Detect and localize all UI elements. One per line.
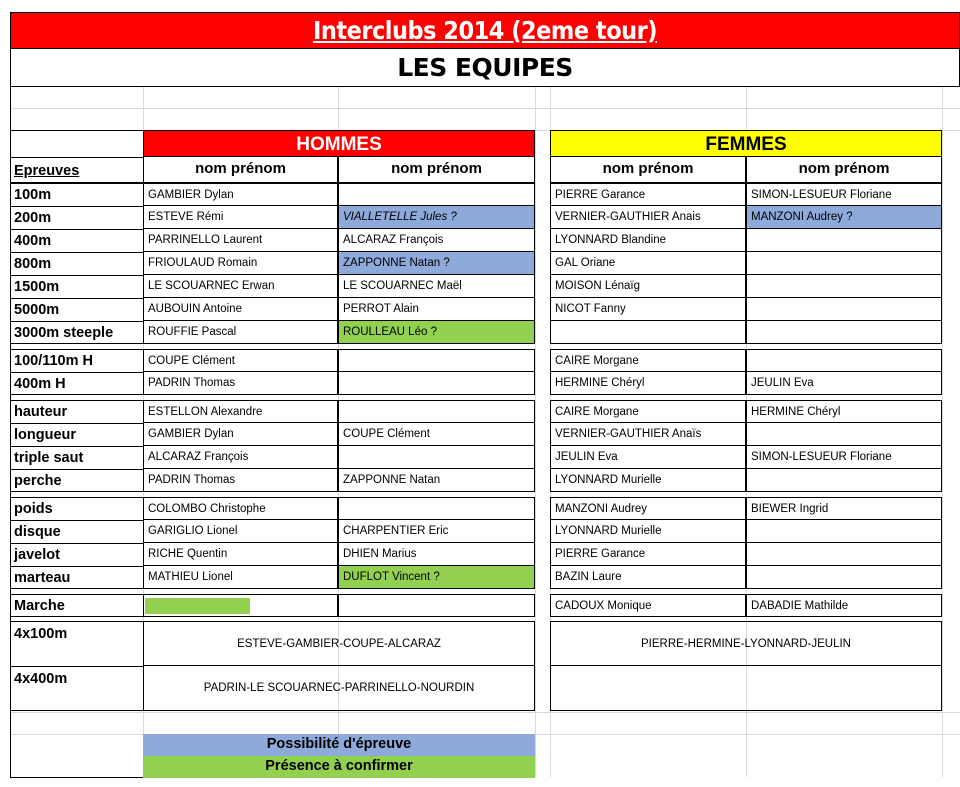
athlete-cell-h1: MATHIEU Lionel: [143, 566, 338, 589]
athlete-cell-h1: ALCARAZ François: [143, 446, 338, 469]
sheet-title: Interclubs 2014 (2eme tour): [10, 12, 960, 49]
col-header-h2: nom prénom: [338, 157, 535, 183]
event-label: perche: [10, 469, 143, 492]
athlete-cell-f2: BIEWER Ingrid: [746, 497, 942, 520]
athlete-cell-h2: PERROT Alain: [338, 298, 535, 321]
event-label: 100m: [10, 183, 143, 206]
athlete-cell-h2: [338, 372, 535, 395]
athlete-cell-f2: [746, 321, 942, 344]
athlete-cell-h2: ZAPPONNE Natan ?: [338, 252, 535, 275]
athlete-cell-h2: [338, 400, 535, 423]
athlete-cell-f2: [746, 275, 942, 298]
athlete-cell-f2: DABADIE Mathilde: [746, 594, 942, 617]
gridline-h: [10, 108, 960, 109]
athlete-cell-f1: LYONNARD Murielle: [550, 469, 746, 492]
legend-confirm: Présence à confirmer: [143, 756, 535, 778]
athlete-cell-f2: HERMINE Chéryl: [746, 400, 942, 423]
event-label: 100/110m H: [10, 349, 143, 372]
athlete-cell-f2: SIMON-LESUEUR Floriane: [746, 446, 942, 469]
athlete-cell-f1: LYONNARD Blandine: [550, 229, 746, 252]
athlete-cell-f1: NICOT Fanny: [550, 298, 746, 321]
event-label: triple saut: [10, 446, 143, 469]
athlete-cell-h2: [338, 183, 535, 206]
athlete-cell-f1: PIERRE Garance: [550, 183, 746, 206]
gridline-v: [942, 87, 943, 777]
relay-hommes-cell: ESTEVE-GAMBIER-COUPE-ALCARAZ: [143, 621, 535, 666]
athlete-cell-h2: CHARPENTIER Eric: [338, 520, 535, 543]
athlete-cell-f1: MANZONI Audrey: [550, 497, 746, 520]
athlete-cell-h2: COUPE Clément: [338, 423, 535, 446]
athlete-cell-h1: PARRINELLO Laurent: [143, 229, 338, 252]
col-header-f1: nom prénom: [550, 157, 746, 183]
relay-event-label: 4x100m: [10, 621, 143, 666]
athlete-cell-f1: CAIRE Morgane: [550, 349, 746, 372]
athlete-cell-h1: RICHE Quentin: [143, 543, 338, 566]
event-label: 3000m steeple: [10, 321, 143, 344]
legend-possibility: Possibilité d'épreuve: [143, 734, 535, 756]
athlete-cell-f2: JEULIN Eva: [746, 372, 942, 395]
athlete-cell-f2: MANZONI Audrey ?: [746, 206, 942, 229]
athlete-cell-h2: ZAPPONNE Natan: [338, 469, 535, 492]
relay-femmes-cell: PIERRE-HERMINE-LYONNARD-JEULIN: [550, 621, 942, 666]
athlete-cell-f2: [746, 252, 942, 275]
relay-event-label: 4x400m: [10, 666, 143, 711]
col-header-f2: nom prénom: [746, 157, 942, 183]
athlete-cell-h1: GAMBIER Dylan: [143, 183, 338, 206]
athlete-cell-f2: [746, 298, 942, 321]
athlete-cell-h1: LE SCOUARNEC Erwan: [143, 275, 338, 298]
relay-femmes-cell: [550, 666, 942, 711]
event-label: javelot: [10, 543, 143, 566]
athlete-cell-h2: [338, 594, 535, 617]
athlete-cell-h1: COLOMBO Christophe: [143, 497, 338, 520]
athlete-cell-f2: [746, 349, 942, 372]
epreuves-header: Epreuves: [10, 157, 143, 183]
blank-header-cell: [10, 130, 143, 157]
athlete-cell-f2: [746, 520, 942, 543]
athlete-cell-h2: VIALLETELLE Jules ?: [338, 206, 535, 229]
femmes-header: FEMMES: [550, 130, 942, 157]
event-label: 200m: [10, 206, 143, 229]
athlete-cell-h2: DUFLOT Vincent ?: [338, 566, 535, 589]
athlete-cell-f1: GAL Oriane: [550, 252, 746, 275]
athlete-cell-f1: LYONNARD Murielle: [550, 520, 746, 543]
event-label: 5000m: [10, 298, 143, 321]
athlete-cell-h2: [338, 446, 535, 469]
col-header-h1: nom prénom: [143, 157, 338, 183]
athlete-cell-h1: GAMBIER Dylan: [143, 423, 338, 446]
athlete-cell-h2: ROULLEAU Léo ?: [338, 321, 535, 344]
athlete-cell-h1: PADRIN Thomas: [143, 469, 338, 492]
athlete-cell-h1: AUBOUIN Antoine: [143, 298, 338, 321]
athlete-cell-h1: ESTEVE Rémi: [143, 206, 338, 229]
athlete-cell-h1: FRIOULAUD Romain: [143, 252, 338, 275]
athlete-cell-f1: HERMINE Chéryl: [550, 372, 746, 395]
athlete-cell-f1: MOISON Lénaïg: [550, 275, 746, 298]
athlete-cell-f1: VERNIER-GAUTHIER Anaïs: [550, 423, 746, 446]
athlete-cell-h2: ALCARAZ François: [338, 229, 535, 252]
gridline-v: [535, 87, 536, 777]
hommes-header: HOMMES: [143, 130, 535, 157]
athlete-cell-f1: PIERRE Garance: [550, 543, 746, 566]
athlete-cell-f2: SIMON-LESUEUR Floriane: [746, 183, 942, 206]
marche-hommes-fill: [145, 598, 250, 614]
sheet-subtitle: LES EQUIPES: [10, 49, 960, 87]
event-label: longueur: [10, 423, 143, 446]
athlete-cell-f1: VERNIER-GAUTHIER Anais: [550, 206, 746, 229]
athlete-cell-h1: ROUFFIE Pascal: [143, 321, 338, 344]
gridline-h: [10, 712, 960, 713]
event-label: hauteur: [10, 400, 143, 423]
athlete-cell-h2: [338, 349, 535, 372]
event-label: disque: [10, 520, 143, 543]
athlete-cell-h1: COUPE Clément: [143, 349, 338, 372]
athlete-cell-f1: JEULIN Eva: [550, 446, 746, 469]
athlete-cell-f2: [746, 229, 942, 252]
athlete-cell-h1: ESTELLON Alexandre: [143, 400, 338, 423]
event-label: 400m: [10, 229, 143, 252]
athlete-cell-f2: [746, 469, 942, 492]
athlete-cell-h2: [338, 497, 535, 520]
athlete-cell-h2: DHIEN Marius: [338, 543, 535, 566]
athlete-cell-f1: [550, 321, 746, 344]
event-label: 1500m: [10, 275, 143, 298]
athlete-cell-f2: [746, 543, 942, 566]
athlete-cell-h1: GARIGLIO Lionel: [143, 520, 338, 543]
event-label: 800m: [10, 252, 143, 275]
athlete-cell-h2: LE SCOUARNEC Maël: [338, 275, 535, 298]
athlete-cell-h1: PADRIN Thomas: [143, 372, 338, 395]
relay-hommes-cell: PADRIN-LE SCOUARNEC-PARRINELLO-NOURDIN: [143, 666, 535, 711]
athlete-cell-f2: [746, 423, 942, 446]
event-label: poids: [10, 497, 143, 520]
athlete-cell-f1: CADOUX Monique: [550, 594, 746, 617]
event-label: marteau: [10, 566, 143, 589]
athlete-cell-f1: CAIRE Morgane: [550, 400, 746, 423]
event-label: Marche: [10, 594, 143, 617]
athlete-cell-f2: [746, 566, 942, 589]
event-label: 400m H: [10, 372, 143, 395]
athlete-cell-f1: BAZIN Laure: [550, 566, 746, 589]
